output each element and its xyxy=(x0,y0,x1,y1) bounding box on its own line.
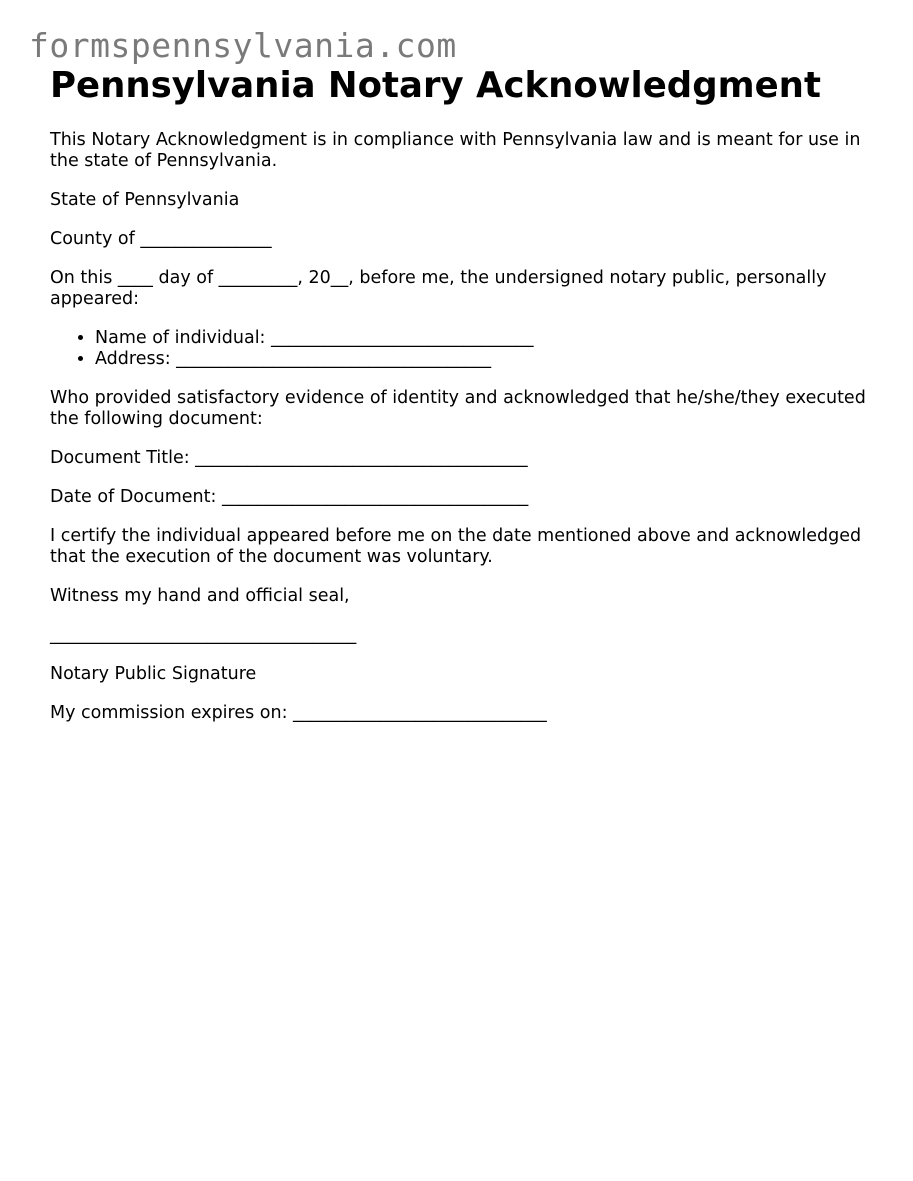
state-line: State of Pennsylvania xyxy=(50,190,240,210)
signature-blank-line: ___________________________________ xyxy=(50,625,357,645)
commission-expiry-field: My commission expires on: _____________________________ xyxy=(50,703,547,723)
witness-line: Witness my hand and official seal, xyxy=(50,586,350,606)
document-date-field: Date of Document: ___________________________________ xyxy=(50,487,529,507)
county-line: County of _______________ xyxy=(50,229,272,249)
document-title-field: Document Title: ______________________________________ xyxy=(50,448,528,468)
intro-paragraph: This Notary Acknowledgment is in compliance with Pennsylvania law and is meant for use in the state of Pennsylvania. xyxy=(50,130,861,171)
evidence-line: Who provided satisfactory evidence of identity and acknowledged that he/she/they executed the following document: xyxy=(50,388,866,429)
document-body xyxy=(50,130,870,724)
signature-label: Notary Public Signature xyxy=(50,664,257,684)
document-title: Pennsylvania Notary Acknowledgment xyxy=(50,65,821,106)
site-watermark: formspennsylvania.com xyxy=(29,26,457,65)
address-field: • Address: ____________________________________ xyxy=(95,349,870,370)
individual-fields-list xyxy=(50,328,870,370)
name-of-individual-field: • Name of individual: ______________________________ xyxy=(95,328,870,349)
appearance-line: On this ____ day of _________, 20__, before me, the undersigned notary public, personally appeared: xyxy=(50,268,827,309)
notary-document xyxy=(50,62,870,742)
certify-paragraph: I certify the individual appeared before me on the date mentioned above and acknowledged that the execution of the document was voluntary. xyxy=(50,526,862,567)
